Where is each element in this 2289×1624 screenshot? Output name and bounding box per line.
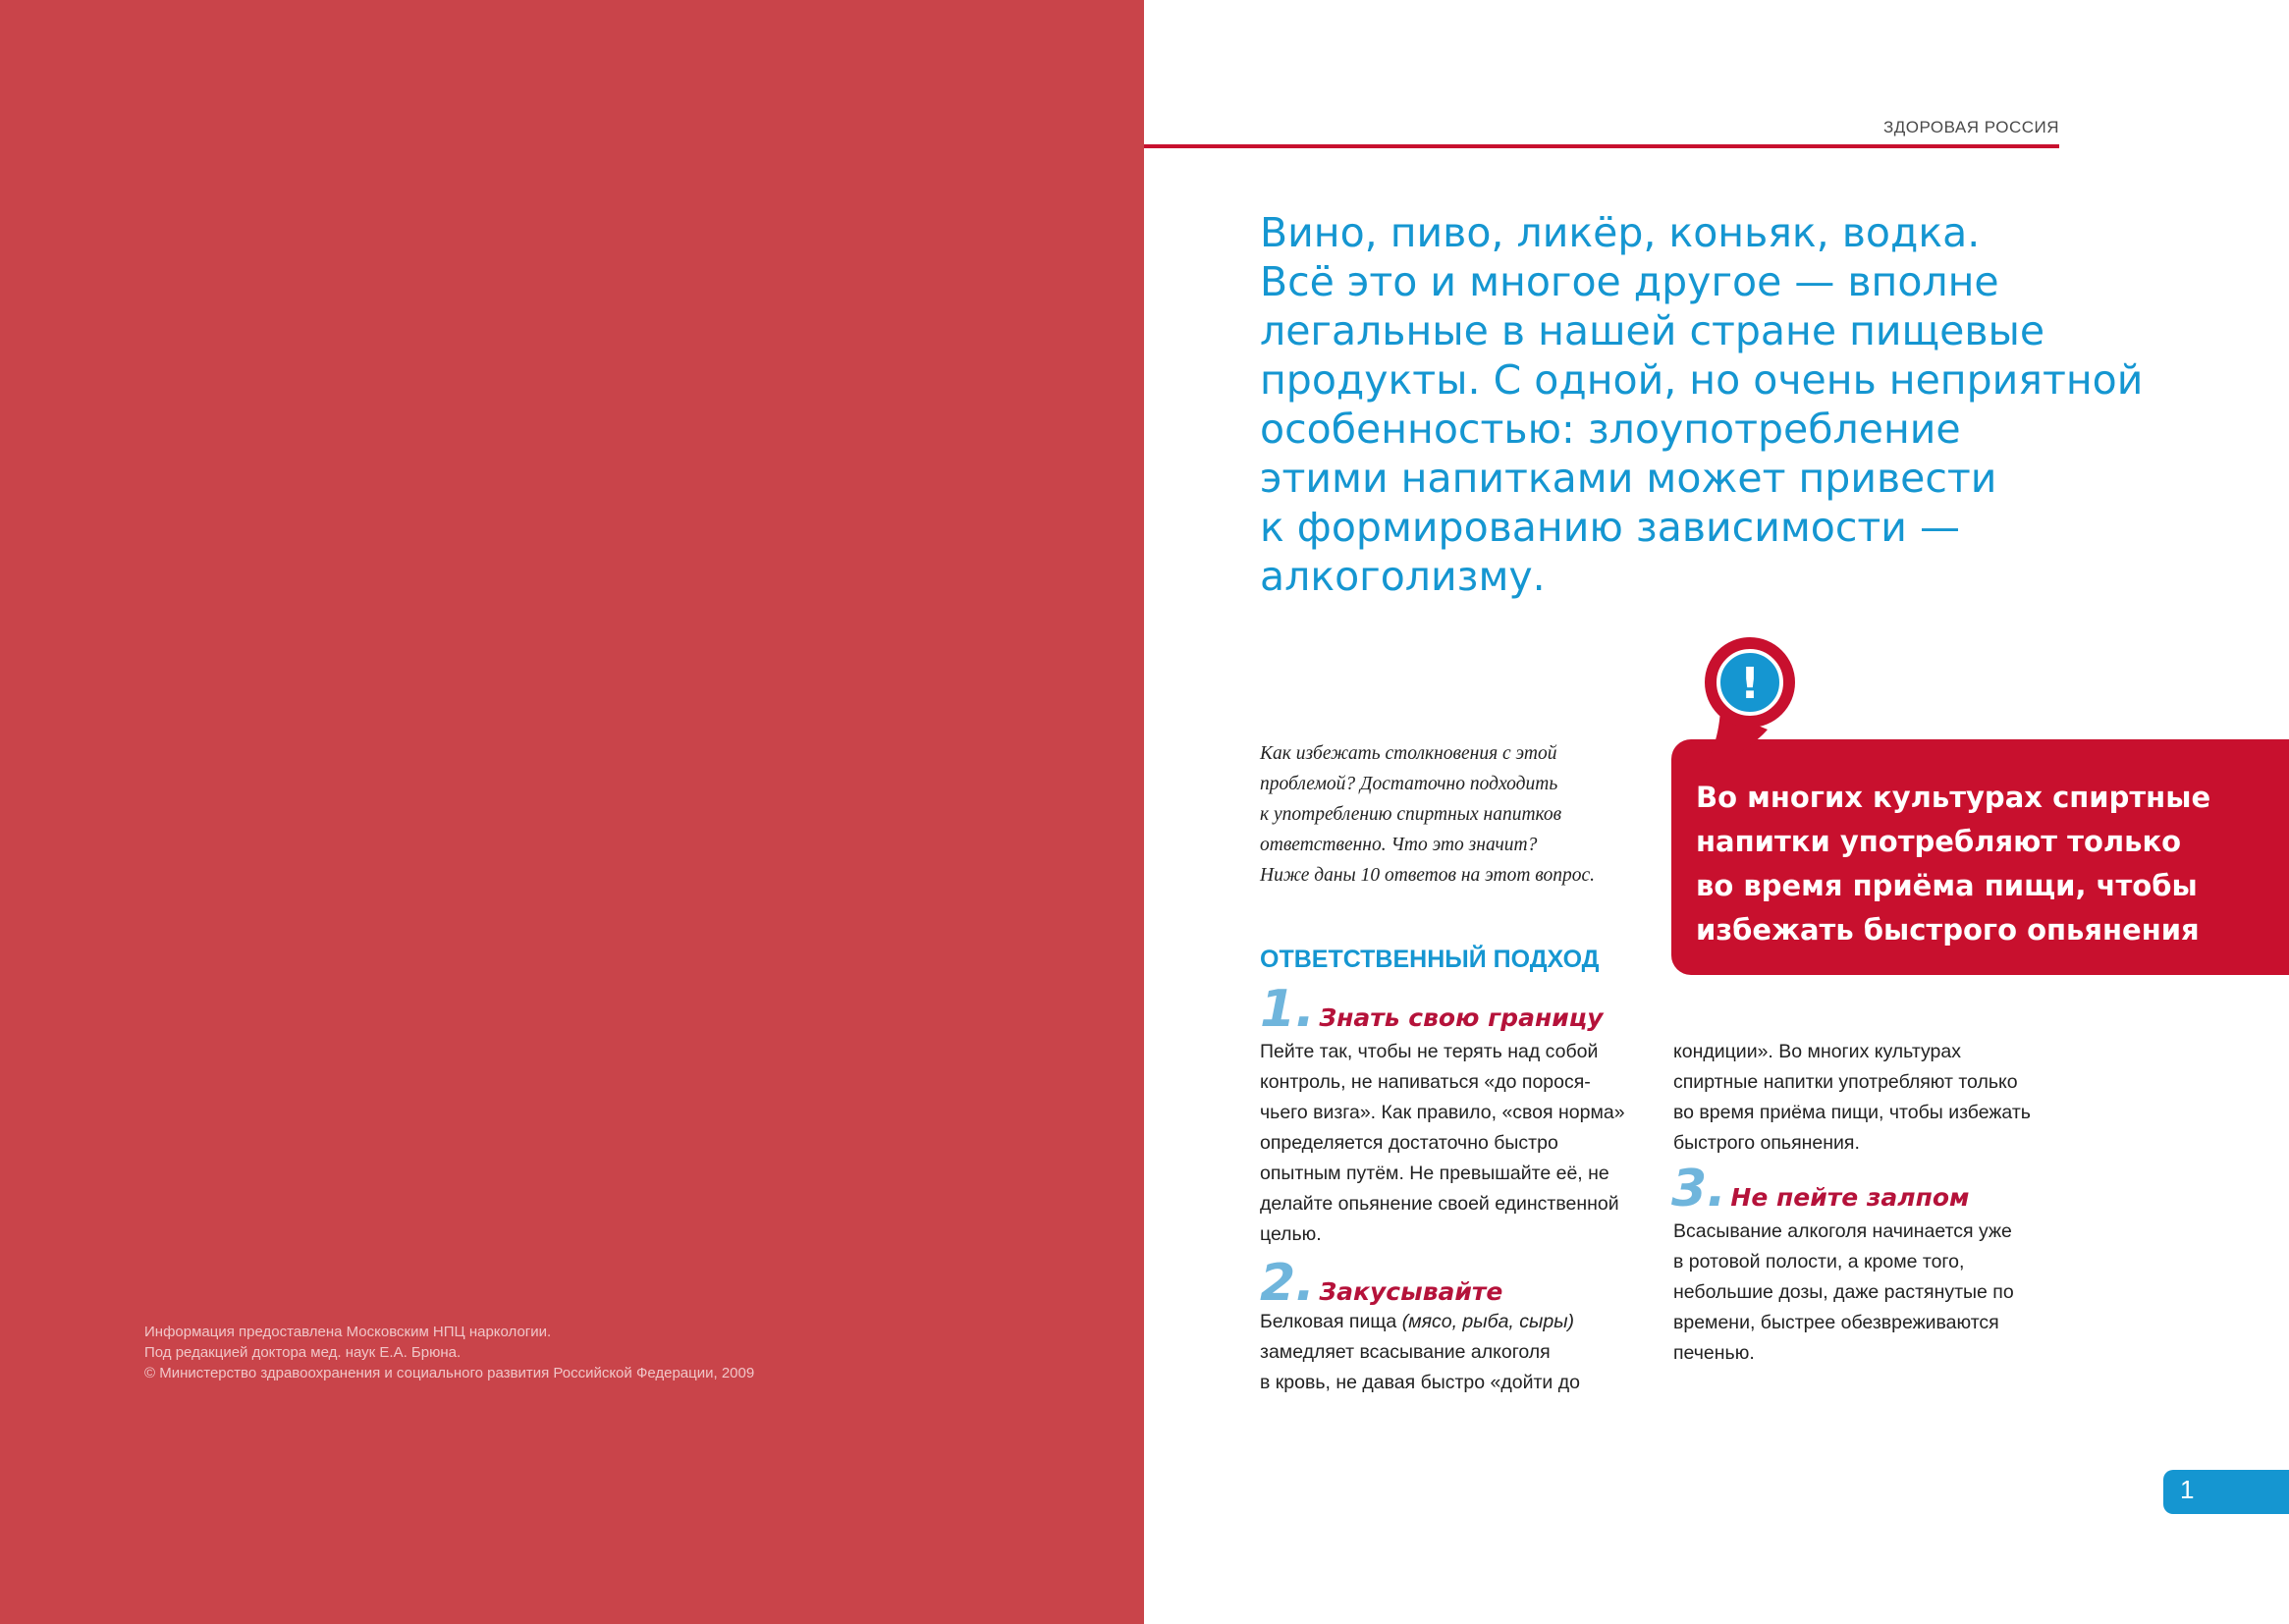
exclamation-bubble-icon [1699, 633, 1807, 781]
item-1-body [1260, 1037, 1625, 1250]
lead-line: Вино, пиво, ликёр, коньяк, водка. [1260, 209, 1981, 256]
callout-text [1696, 776, 2285, 952]
body-line: во время приёма пищи, чтобы избежать [1673, 1102, 2031, 1123]
body-line [1260, 1307, 1580, 1337]
body-text: Белковая пища [1260, 1311, 1402, 1332]
body-line: в кровь, не давая быстро «дойти до [1260, 1372, 1580, 1393]
intro-line: ответственно. Что это значит? [1260, 835, 1538, 855]
credits [144, 1322, 1028, 1383]
lead-line: продукты. С одной, но очень неприятной [1260, 356, 2144, 404]
body-line: кондиции». Во многих культурах [1673, 1041, 1961, 1062]
body-line: времени, быстрее обезвреживаются [1673, 1312, 1999, 1333]
credits-line: Информация предоставлена Московским НПЦ наркологии. [144, 1324, 552, 1340]
body-line: целью. [1260, 1223, 1322, 1245]
body-line: замедляет всасывание алкоголя [1260, 1341, 1551, 1363]
lead-line: алкоголизму. [1260, 553, 1546, 600]
item-2-heading [1260, 1254, 1502, 1313]
item-3-title: Не пейте залпом [1730, 1183, 1970, 1212]
section-heading: ОТВЕТСТВЕННЫЙ ПОДХОД [1260, 946, 1600, 973]
page-number: 1 [2180, 1475, 2195, 1504]
body-line: контроль, не напиваться «до порося- [1260, 1071, 1591, 1093]
body-line: печенью. [1673, 1342, 1755, 1364]
item-2-title: Закусывайте [1319, 1277, 1503, 1306]
intro-line: Как избежать столкновения с этой [1260, 743, 1557, 764]
lead-paragraph [1260, 208, 2144, 601]
item-1-number: 1. [1260, 980, 1315, 1039]
lead-line: особенностью: злоупотребление [1260, 406, 1961, 453]
item-3-heading [1671, 1160, 1969, 1218]
body-line: быстрого опьянения. [1673, 1132, 1860, 1154]
header-rule [1144, 144, 2059, 148]
body-line: чьего визга». Как правило, «своя норма» [1260, 1102, 1625, 1123]
lead-line: к формированию зависимости — [1260, 504, 1960, 551]
header-label: ЗДОРОВАЯ РОССИЯ [1882, 118, 2059, 136]
item-2-body [1260, 1307, 1580, 1398]
item-2-number: 2. [1260, 1254, 1315, 1313]
body-line: делайте опьянение своей единственной [1260, 1193, 1619, 1215]
exclamation-mark: ! [1739, 659, 1761, 709]
item-2-continuation [1673, 1037, 2031, 1159]
item-3-number: 3. [1671, 1160, 1726, 1218]
callout-line: во время приёма пищи, чтобы [1696, 869, 2198, 902]
intro-line: проблемой? Достаточно подходить [1260, 774, 1558, 794]
intro-paragraph [1260, 738, 1672, 891]
item-3-body [1673, 1217, 2014, 1369]
callout-line: избежать быстрого опьянения [1696, 913, 2200, 947]
body-line: определяется достаточно быстро [1260, 1132, 1558, 1154]
callout-line: напитки употребляют только [1696, 825, 2182, 858]
item-1-heading [1260, 980, 1604, 1039]
lead-line: этими напитками может привести [1260, 455, 1997, 502]
body-text-italic: (мясо, рыба, сыры) [1401, 1311, 1575, 1332]
lead-line: Всё это и многое другое — вполне [1260, 258, 1999, 305]
body-line: Всасывание алкоголя начинается уже [1673, 1220, 2012, 1242]
body-line: Пейте так, чтобы не терять над собой [1260, 1041, 1599, 1062]
callout-line: Во многих культурах спиртные [1696, 781, 2211, 814]
item-1-title: Знать свою границу [1319, 1003, 1604, 1032]
body-line: в ротовой полости, а кроме того, [1673, 1251, 1965, 1272]
credits-line: Под редакцией доктора мед. наук Е.А. Брюна. [144, 1344, 462, 1361]
credits-line: © Министерство здравоохранения и социального развития Российской Федерации, 2009 [144, 1365, 755, 1381]
intro-line: Ниже даны 10 ответов на этот вопрос. [1260, 865, 1596, 886]
lead-line: легальные в нашей стране пищевые [1260, 307, 2045, 354]
body-line: опытным путём. Не превышайте её, не [1260, 1163, 1609, 1184]
body-line: небольшие дозы, даже растянутые по [1673, 1281, 2014, 1303]
intro-line: к употреблению спиртных напитков [1260, 804, 1562, 825]
body-line: спиртные напитки употребляют только [1673, 1071, 2018, 1093]
